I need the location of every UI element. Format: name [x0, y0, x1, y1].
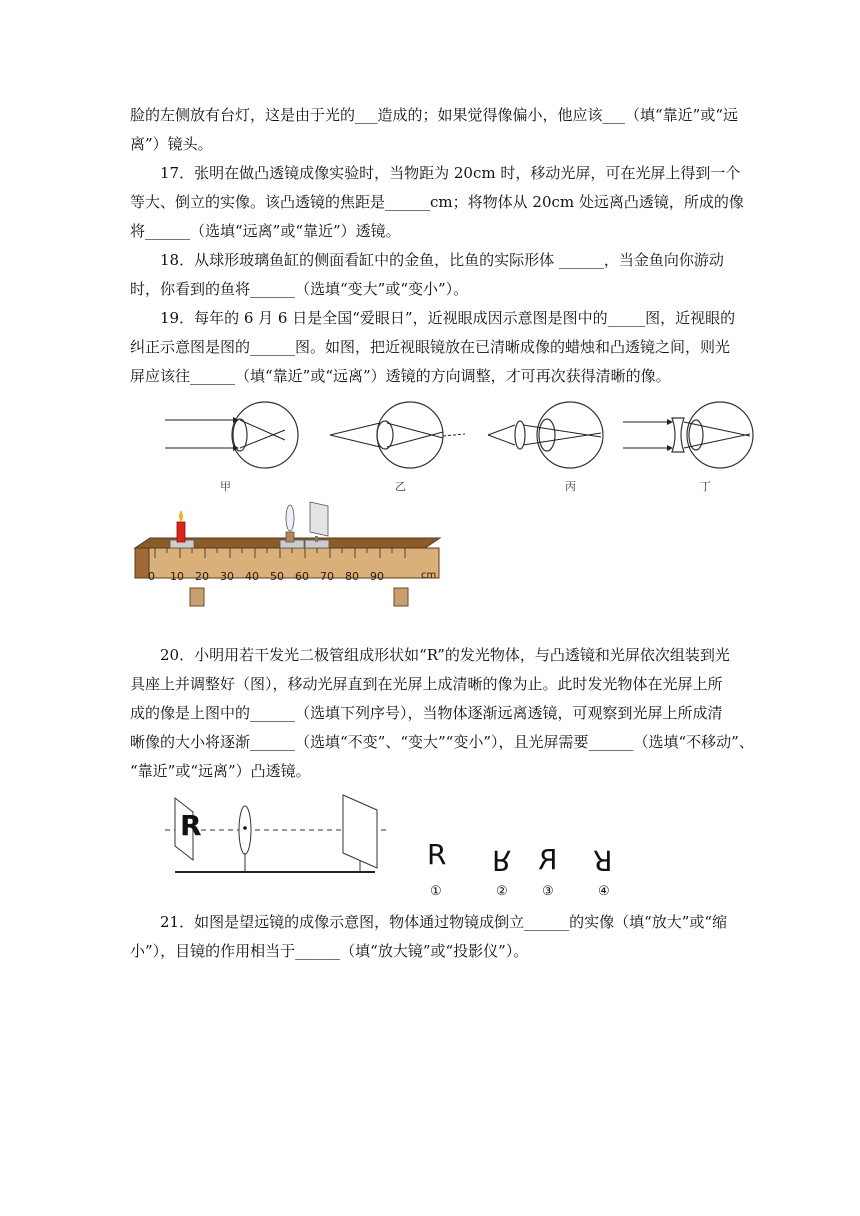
option-2-glyph: R [492, 844, 512, 877]
object-letter-r: R [180, 809, 202, 842]
ruler-label-50: 50 [270, 570, 284, 583]
eye-diagram-bing [485, 400, 615, 470]
q20-line-5: “靠近”或“远离”）凸透镜。 [130, 762, 311, 780]
option-4-glyph: R [593, 844, 613, 877]
eye-diagram-yi [325, 400, 475, 470]
ruler-label-70: 70 [320, 570, 334, 583]
label-ding: 丁 [700, 480, 711, 493]
q19-line-2: 纠正示意图是图的______图。如图，把近视眼镜放在已清晰成像的蜡烛和凸透镜之间，则光 [130, 338, 731, 356]
ruler-labels [148, 570, 448, 586]
ruler-label-10: 10 [170, 570, 184, 583]
q20-line-2: 具座上并调整好（图），移动光屏直到在光屏上成清晰的像为止。此时发光物体在光屏上所 [130, 675, 723, 693]
q19-line-1: 19．每年的 6 月 6 日是全国“爱眼日”，近视眼成因示意图是图中的_____图，近视眼的 [160, 309, 736, 327]
option-2-number: ② [496, 884, 508, 899]
option-3-glyph: R [538, 843, 558, 876]
option-3-number: ③ [542, 884, 554, 899]
label-bing: 丙 [565, 480, 576, 493]
label-yi: 乙 [395, 480, 406, 493]
ruler-label-60: 60 [295, 570, 309, 583]
q16-line-1: 脸的左侧放有台灯，这是由于光的___造成的；如果觉得像偏小，他应该___（填“靠近”或“远 [130, 106, 739, 124]
q21-line-2: 小”），目镜的作用相当于______（填“放大镜”或“投影仪”）。 [130, 942, 529, 960]
q20-line-4: 晰像的大小将逐渐______（选填“不变”、“变大”“变小”），且光屏需要______（选填“不移动”、 [130, 733, 754, 751]
q21-line-1: 21．如图是望远镜的成像示意图，物体通过物镜成倒立______的实像（填“放大”或“缩 [160, 913, 728, 931]
option-1-glyph: R [427, 838, 447, 871]
q19-line-3: 屏应该往______（填“靠近”或“远离”）透镜的方向调整，才可再次获得清晰的像。 [130, 367, 671, 385]
optical-bench [130, 500, 440, 610]
ruler-label-40: 40 [245, 570, 259, 583]
q18-line-2: 时，你看到的鱼将______（选填“变大”或“变小”）。 [130, 280, 469, 298]
eye-diagram-jia [160, 400, 310, 470]
ruler-label-90: 90 [370, 570, 384, 583]
q17-line-2: 等大、倒立的实像。该凸透镜的焦距是______cm；将物体从 20cm 处远离凸透镜，所成的像 [130, 193, 744, 211]
option-1-number: ① [430, 884, 442, 899]
ruler-unit: cm [421, 570, 437, 581]
ruler-label-20: 20 [195, 570, 209, 583]
label-jia: 甲 [220, 480, 231, 493]
q17-line-1: 17．张明在做凸透镜成像实验时，当物距为 20cm 时，移动光屏，可在光屏上得到一个 [160, 164, 741, 182]
ruler-label-0: 0 [148, 570, 155, 583]
q20-line-1: 20．小明用若干发光二极管组成形状如“R”的发光物体，与凸透镜和光屏依次组装到光 [160, 646, 730, 664]
ruler-label-30: 30 [220, 570, 234, 583]
eye-diagram-ding [620, 400, 760, 470]
q18-line-1: 18．从球形玻璃鱼缸的侧面看缸中的金鱼，比鱼的实际形体 ______，当金鱼向你游动 [160, 251, 724, 269]
q16-line-2: 离”）镜头。 [130, 135, 213, 153]
option-4-number: ④ [598, 884, 610, 899]
ruler-label-80: 80 [345, 570, 359, 583]
q17-line-3: 将______（选填“远离”或“靠近”）透镜。 [130, 222, 401, 240]
q20-line-3: 成的像是上图中的______（选填下列序号），当物体逐渐远离透镜，可观察到光屏上所成清 [130, 704, 723, 722]
